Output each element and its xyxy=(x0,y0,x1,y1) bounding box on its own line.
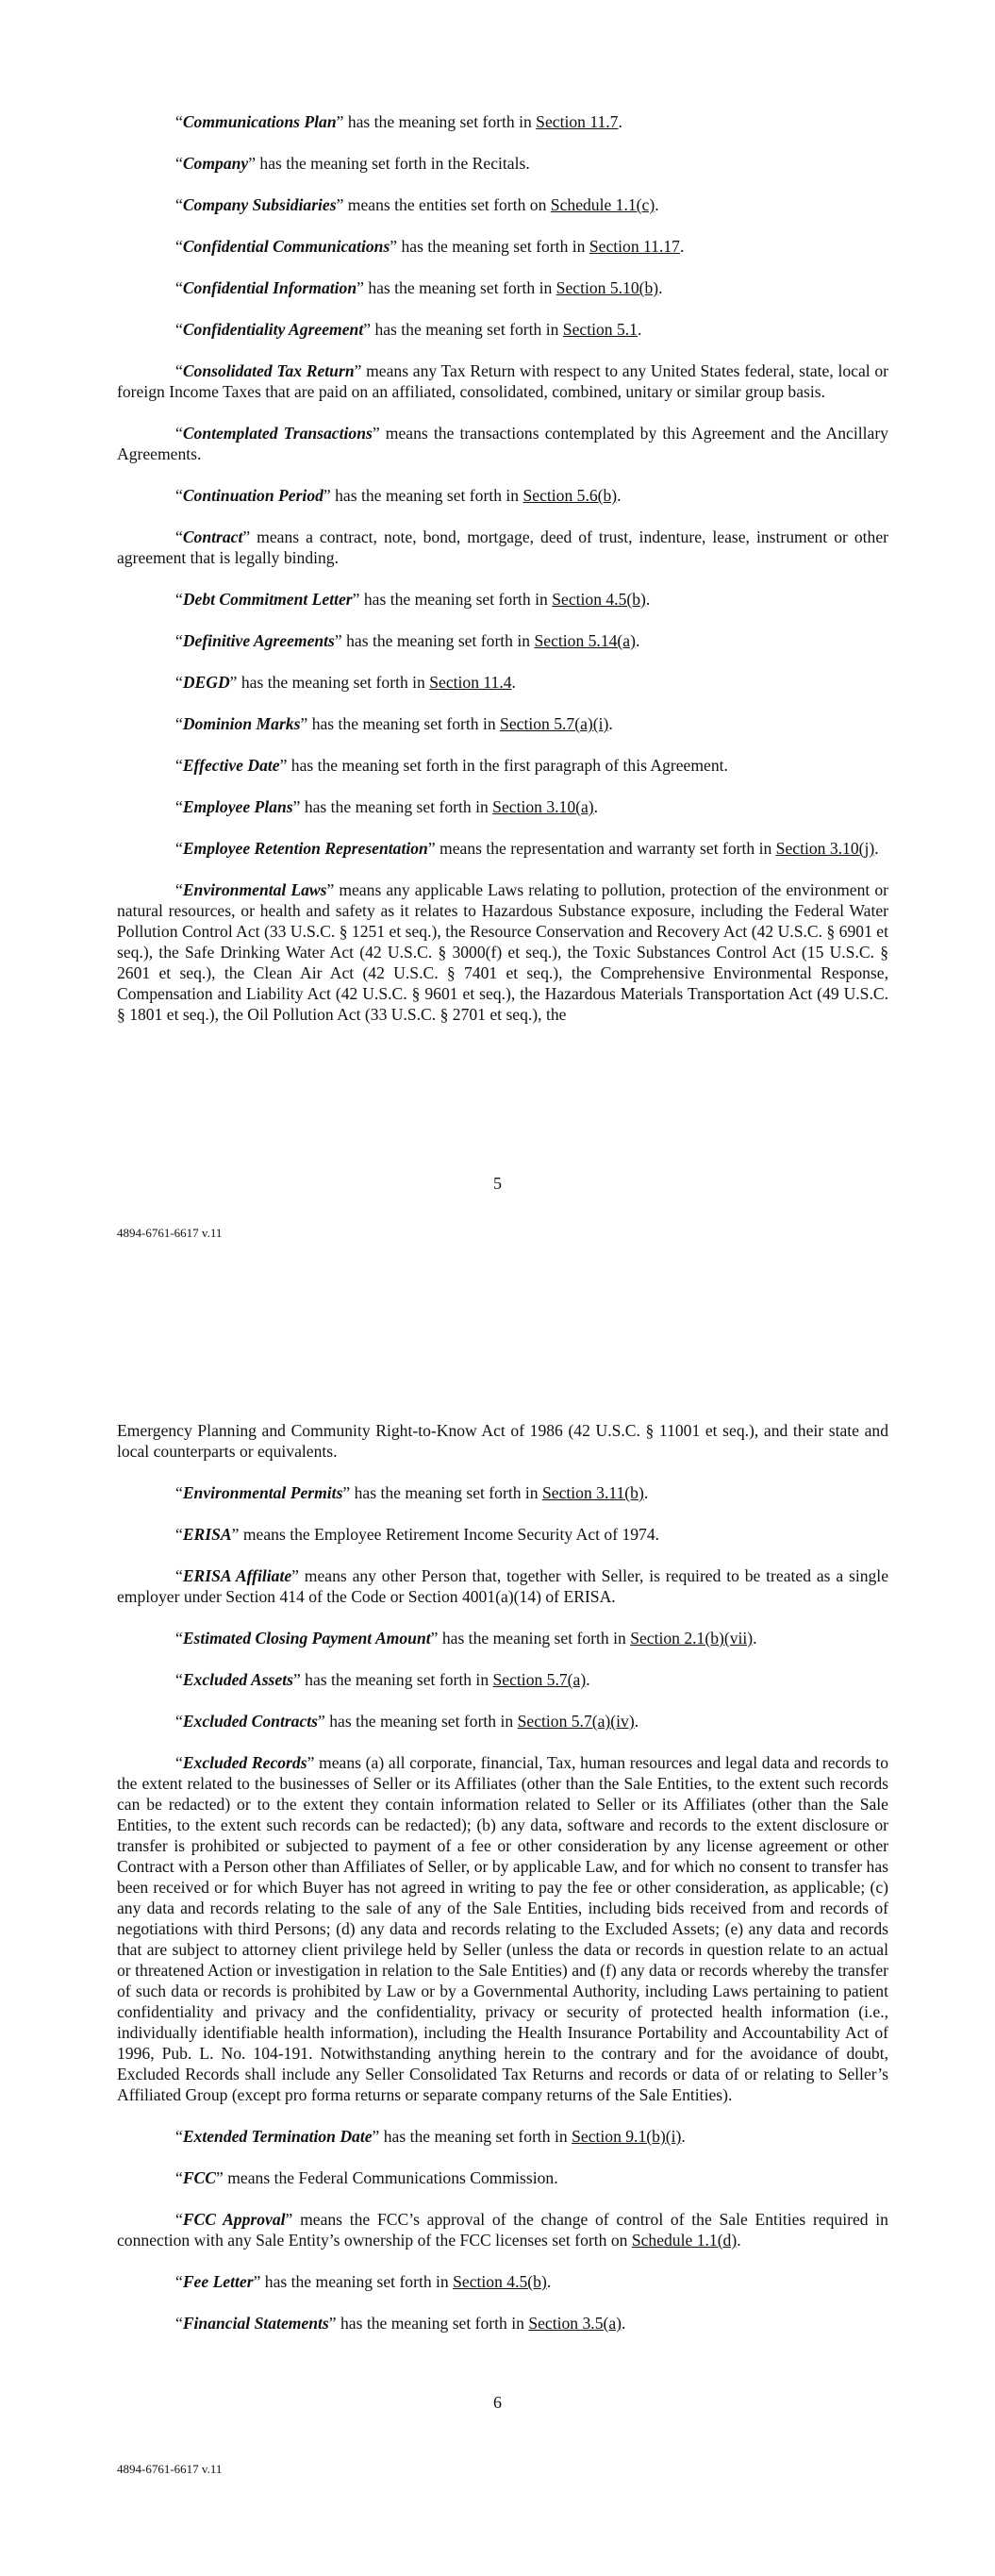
definition-text: means any applicable Laws relating to pollution, protection of the environment or natural resources, or health and safety as it relates to Hazardous Substance exposure, including the Federal Water Pollution Control Act (33 U.S.C. § 1251 et seq.), the Resource Conservation and Recovery Act (42 U.S.C. § 6901 et seq.), the Safe Drinking Water Act (42 U.S.C. § 3000(f) et seq.), the Toxic Substances Control Act (15 U.S.C. § 2601 et seq.), the Clean Air Act (42 U.S.C. § 7401 et seq.), the Comprehensive Environmental Response, Compensation and Liability Act (42 U.S.C. § 9601 et seq.), the Hazardous Materials Transportation Act (49 U.S.C. § 1801 et seq.), the Oil Pollution Act (33 U.S.C. § 2701 et seq.), the xyxy=(117,880,888,1024)
open-quote: “ xyxy=(175,839,183,858)
defined-term: Effective Date xyxy=(182,756,280,775)
definition-text: means the transactions contemplated by this Agreement and the Ancillary Agreements. xyxy=(117,424,888,463)
document-id: 4894-6761-6617 v.11 xyxy=(117,2462,223,2476)
definition-text: has the meaning set forth in xyxy=(260,2272,454,2291)
definition-paragraph xyxy=(117,194,888,215)
definition-text: means any other Person that, together with Seller, is required to be treated as a single employer under Section 414 of the Code or Section 4001(a)(14) of ERISA. xyxy=(117,1566,888,1606)
definition-text: has the meaning set forth in xyxy=(379,2127,572,2146)
definition-text: has the meaning set forth in xyxy=(336,2314,529,2333)
defined-term: Definitive Agreements xyxy=(182,631,335,650)
definition-end: . xyxy=(637,320,642,339)
definition-end: . xyxy=(618,112,622,131)
document-id: 4894-6761-6617 v.11 xyxy=(117,1226,223,1240)
definition-paragraph xyxy=(117,277,888,298)
defined-term: Excluded Contracts xyxy=(182,1712,319,1731)
close-quote: ” xyxy=(354,361,362,380)
definition-text: means (a) all corporate, financial, Tax, human resources and legal data and records to the extent related to the businesses of Seller or its Affiliates (other than the Sale Entities, to the extent such records can be redacted) or to the extent they contain information related to Seller or its Affiliates (other than the Sale Entities, to the extent such records can be redacted); (b) any data, software and records to the extent disclosure or transfer is prohibited or subjected to payment of a fee or other consideration by any license agreement or other Contract with a Person other than Affiliates of Seller, or by applicable Law, and for which no consent to transfer has been received or for which Buyer has not agreed in writing to pay the fee or other consideration, as applicable; (c) any data and records relating to the sale of any of the Sale Entities, including bids received from and records of negotiations with third Persons; (d) any data and records relating to the Excluded Assets; (e) any data and records that are subject to attorney client privilege held by Seller (unless the data or records in question relate to an actual or threatened Action or investigation in relation to the Sale Entities) and (f) any data or records whereby the transfer of such data or records is prohibited by Law or by a Governmental Authority, including Laws pertaining to patient confidentiality and privacy and the confidentiality, privacy or security of protected health information (i.e., individually identifiable health information), including the Health Insurance Portability and Accountability Act of 1996, Pub. L. No. 104-191. Notwithstanding anything herein to the contrary and for the avoidance of doubt, Excluded Records shall include any Seller Consolidated Tax Returns and records or data of or relating to Seller’s Affiliated Group (except pro forma returns or separate company returns of the Sale Entities). xyxy=(117,1753,888,2104)
definition-end: . xyxy=(737,2231,741,2250)
defined-term: Employee Plans xyxy=(182,797,293,816)
open-quote: “ xyxy=(175,1566,183,1585)
defined-term: ERISA Affiliate xyxy=(182,1566,292,1585)
open-quote: “ xyxy=(175,590,183,609)
definition-paragraph xyxy=(117,485,888,506)
defined-term: Extended Termination Date xyxy=(182,2127,373,2146)
defined-term: Environmental Laws xyxy=(182,880,327,899)
defined-term: Company xyxy=(182,154,249,173)
definition-end: . xyxy=(679,237,685,256)
close-quote: ” xyxy=(242,527,251,546)
definition-paragraph xyxy=(117,319,888,340)
defined-term: Estimated Closing Payment Amount xyxy=(182,1629,431,1648)
definition-text: has the meaning set forth in the first paragraph of this Agreement. xyxy=(287,756,728,775)
close-quote: ” xyxy=(300,714,308,733)
open-quote: “ xyxy=(175,424,183,443)
continuation-paragraph: Emergency Planning and Community Right-to-Know Act of 1986 (42 U.S.C. § 11001 et seq.), and their state and local counterparts or equivalents. xyxy=(117,1421,888,1461)
cross-reference: Section 9.1(b)(i) xyxy=(572,2127,682,2146)
definition-paragraph xyxy=(117,2271,888,2292)
definition-end: . xyxy=(681,2127,686,2146)
definition-end: . xyxy=(546,2272,552,2291)
close-quote: ” xyxy=(430,1629,439,1648)
definition-text: means the Employee Retirement Income Security Act of 1974. xyxy=(239,1525,660,1544)
definition-paragraph xyxy=(117,2167,888,2188)
open-quote: “ xyxy=(175,2272,183,2291)
cross-reference: Schedule 1.1(d) xyxy=(631,2231,738,2250)
definition-text: has the meaning set forth in xyxy=(350,1483,542,1502)
definition-paragraph xyxy=(117,713,888,734)
open-quote: “ xyxy=(175,1712,183,1731)
definition-text: has the meaning set forth in xyxy=(363,278,556,297)
definition-end: . xyxy=(622,2314,626,2333)
cross-reference: Section 5.1 xyxy=(562,320,638,339)
close-quote: ” xyxy=(427,839,436,858)
definition-paragraph xyxy=(117,1565,888,1607)
definition-paragraph xyxy=(117,672,888,693)
close-quote: ” xyxy=(231,1525,240,1544)
definition-end: . xyxy=(586,1670,590,1689)
open-quote: “ xyxy=(175,2314,183,2333)
defined-term: Dominion Marks xyxy=(182,714,301,733)
open-quote: “ xyxy=(175,195,183,214)
close-quote: ” xyxy=(342,1483,351,1502)
definition-end: . xyxy=(511,673,516,692)
open-quote: “ xyxy=(175,154,183,173)
defined-term: Contemplated Transactions xyxy=(182,424,373,443)
definition-text: means a contract, note, bond, mortgage, deed of trust, indenture, lease, instrument or other agreement that is legally binding. xyxy=(117,527,888,567)
definition-paragraph xyxy=(117,1711,888,1731)
close-quote: ” xyxy=(363,320,372,339)
cross-reference: Section 3.10(a) xyxy=(492,797,594,816)
close-quote: ” xyxy=(285,2210,293,2229)
definition-text: has the meaning set forth in xyxy=(300,797,493,816)
defined-term: Excluded Assets xyxy=(182,1670,293,1689)
defined-term: Environmental Permits xyxy=(182,1483,343,1502)
open-quote: “ xyxy=(175,237,183,256)
cross-reference: Section 11.17 xyxy=(589,237,680,256)
definition-paragraph xyxy=(117,236,888,257)
open-quote: “ xyxy=(175,673,183,692)
open-quote: “ xyxy=(175,2127,183,2146)
close-quote: ” xyxy=(336,112,344,131)
cross-reference: Section 4.5(b) xyxy=(453,2272,547,2291)
defined-term: Continuation Period xyxy=(182,486,323,505)
defined-term: Contract xyxy=(182,527,243,546)
defined-term: Excluded Records xyxy=(182,1753,307,1772)
page-6-body xyxy=(117,1420,888,2354)
definition-text: has the meaning set forth in xyxy=(438,1629,631,1648)
close-quote: ” xyxy=(291,1566,299,1585)
open-quote: “ xyxy=(175,1525,183,1544)
open-quote: “ xyxy=(175,112,183,131)
definition-paragraph xyxy=(117,423,888,464)
defined-term: Employee Retention Representation xyxy=(182,839,428,858)
definition-text: has the meaning set forth in xyxy=(237,673,430,692)
cross-reference: Section 5.7(a)(iv) xyxy=(517,1712,635,1731)
defined-term: Company Subsidiaries xyxy=(182,195,337,214)
close-quote: ” xyxy=(318,1712,325,1731)
open-quote: “ xyxy=(175,361,183,380)
open-quote: “ xyxy=(175,1483,183,1502)
definition-text: has the meaning set forth in xyxy=(307,714,501,733)
definition-paragraph xyxy=(117,153,888,174)
cross-reference: Section 5.10(b) xyxy=(556,278,659,297)
cross-reference: Section 11.4 xyxy=(429,673,512,692)
definition-paragraph xyxy=(117,796,888,817)
close-quote: ” xyxy=(326,880,335,899)
definition-paragraph xyxy=(117,2209,888,2250)
cross-reference: Section 5.7(a) xyxy=(492,1670,587,1689)
defined-term: FCC xyxy=(182,2168,217,2187)
definition-text: has the meaning set forth in xyxy=(343,112,537,131)
definition-paragraph xyxy=(117,755,888,776)
definition-end: . xyxy=(593,797,599,816)
definition-text: has the meaning set forth in xyxy=(397,237,589,256)
open-quote: “ xyxy=(175,1629,183,1648)
cross-reference: Section 11.7 xyxy=(536,112,619,131)
defined-term: Consolidated Tax Return xyxy=(182,361,355,380)
open-quote: “ xyxy=(175,527,183,546)
definition-end: . xyxy=(635,631,640,650)
open-quote: “ xyxy=(175,320,183,339)
open-quote: “ xyxy=(175,1753,183,1772)
definition-end: . xyxy=(643,1483,649,1502)
close-quote: ” xyxy=(279,756,288,775)
definition-paragraph xyxy=(117,1628,888,1648)
definition-paragraph xyxy=(117,527,888,568)
defined-term: FCC Approval xyxy=(182,2210,286,2229)
cross-reference: Section 5.6(b) xyxy=(522,486,618,505)
definition-end: . xyxy=(645,590,651,609)
definition-paragraph xyxy=(117,360,888,402)
definition-end: . xyxy=(753,1629,757,1648)
definition-paragraph xyxy=(117,111,888,132)
definition-paragraph xyxy=(117,879,888,1025)
defined-term: Confidentiality Agreement xyxy=(182,320,364,339)
definition-text: means any Tax Return with respect to any United States federal, state, local or foreign Income Taxes that are paid on an affiliated, consolidated, combined, unitary or similar group basis. xyxy=(117,361,888,401)
definition-text: has the meaning set forth in xyxy=(359,590,553,609)
cross-reference: Section 3.10(j) xyxy=(775,839,875,858)
defined-term: Debt Commitment Letter xyxy=(182,590,353,609)
definition-text: has the meaning set forth in xyxy=(341,631,535,650)
open-quote: “ xyxy=(175,2168,183,2187)
page-5-body xyxy=(117,111,888,1045)
close-quote: ” xyxy=(323,486,331,505)
definition-paragraph xyxy=(117,838,888,859)
close-quote: ” xyxy=(328,2314,337,2333)
close-quote: ” xyxy=(248,154,257,173)
open-quote: “ xyxy=(175,631,183,650)
definition-paragraph xyxy=(117,1482,888,1503)
defined-term: Confidential Information xyxy=(182,278,357,297)
open-quote: “ xyxy=(175,2210,183,2229)
defined-term: ERISA xyxy=(182,1525,232,1544)
definition-paragraph xyxy=(117,630,888,651)
close-quote: ” xyxy=(307,1753,315,1772)
close-quote: ” xyxy=(372,424,380,443)
close-quote: ” xyxy=(352,590,360,609)
cross-reference: Section 4.5(b) xyxy=(552,590,646,609)
defined-term: Confidential Communications xyxy=(182,237,390,256)
definition-text: has the meaning set forth in xyxy=(324,1712,518,1731)
close-quote: ” xyxy=(334,631,342,650)
close-quote: ” xyxy=(216,2168,224,2187)
open-quote: “ xyxy=(175,1670,183,1689)
cross-reference: Section 2.1(b)(vii) xyxy=(630,1629,754,1648)
definition-paragraph xyxy=(117,1524,888,1545)
definition-paragraph xyxy=(117,2313,888,2333)
close-quote: ” xyxy=(292,797,301,816)
definition-end: . xyxy=(608,714,613,733)
page-number: 5 xyxy=(493,1174,502,1193)
close-quote: ” xyxy=(336,195,344,214)
definition-text: means the Federal Communications Commission. xyxy=(223,2168,558,2187)
definition-end: . xyxy=(634,1712,639,1731)
cross-reference: Section 3.5(a) xyxy=(528,2314,622,2333)
page-number: 6 xyxy=(493,2393,502,2412)
definition-end: . xyxy=(617,486,622,505)
cross-reference: Section 3.11(b) xyxy=(541,1483,644,1502)
page-6 xyxy=(0,1288,995,2576)
open-quote: “ xyxy=(175,797,183,816)
open-quote: “ xyxy=(175,486,183,505)
defined-term: Financial Statements xyxy=(182,2314,329,2333)
defined-term: Fee Letter xyxy=(182,2272,254,2291)
definition-end: . xyxy=(655,195,659,214)
open-quote: “ xyxy=(175,880,183,899)
defined-term: DEGD xyxy=(182,673,230,692)
cross-reference: Section 5.14(a) xyxy=(534,631,636,650)
definition-paragraph xyxy=(117,589,888,610)
close-quote: ” xyxy=(253,2272,261,2291)
definition-text: has the meaning set forth in xyxy=(371,320,563,339)
definition-paragraph xyxy=(117,2126,888,2147)
open-quote: “ xyxy=(175,278,183,297)
close-quote: ” xyxy=(292,1670,301,1689)
defined-term: Communications Plan xyxy=(182,112,337,131)
definition-paragraph xyxy=(117,1669,888,1690)
definition-end: . xyxy=(658,278,663,297)
open-quote: “ xyxy=(175,756,183,775)
close-quote: ” xyxy=(390,237,398,256)
definition-text: means the FCC’s approval of the change of control of the Sale Entities required in connection with any Sale Entity’s ownership of the FCC licenses set forth on xyxy=(117,2210,888,2250)
definition-text: has the meaning set forth in xyxy=(330,486,523,505)
cross-reference: Schedule 1.1(c) xyxy=(550,195,655,214)
close-quote: ” xyxy=(357,278,364,297)
cross-reference: Section 5.7(a)(i) xyxy=(500,714,609,733)
close-quote: ” xyxy=(372,2127,380,2146)
definition-text: has the meaning set forth in xyxy=(300,1670,493,1689)
open-quote: “ xyxy=(175,714,183,733)
definition-end: . xyxy=(874,839,879,858)
definition-text: means the entities set forth on xyxy=(343,195,551,214)
definition-paragraph xyxy=(117,1752,888,2105)
definition-text: has the meaning set forth in the Recitals. xyxy=(256,154,530,173)
definition-text: means the representation and warranty set forth in xyxy=(435,839,776,858)
close-quote: ” xyxy=(229,673,238,692)
